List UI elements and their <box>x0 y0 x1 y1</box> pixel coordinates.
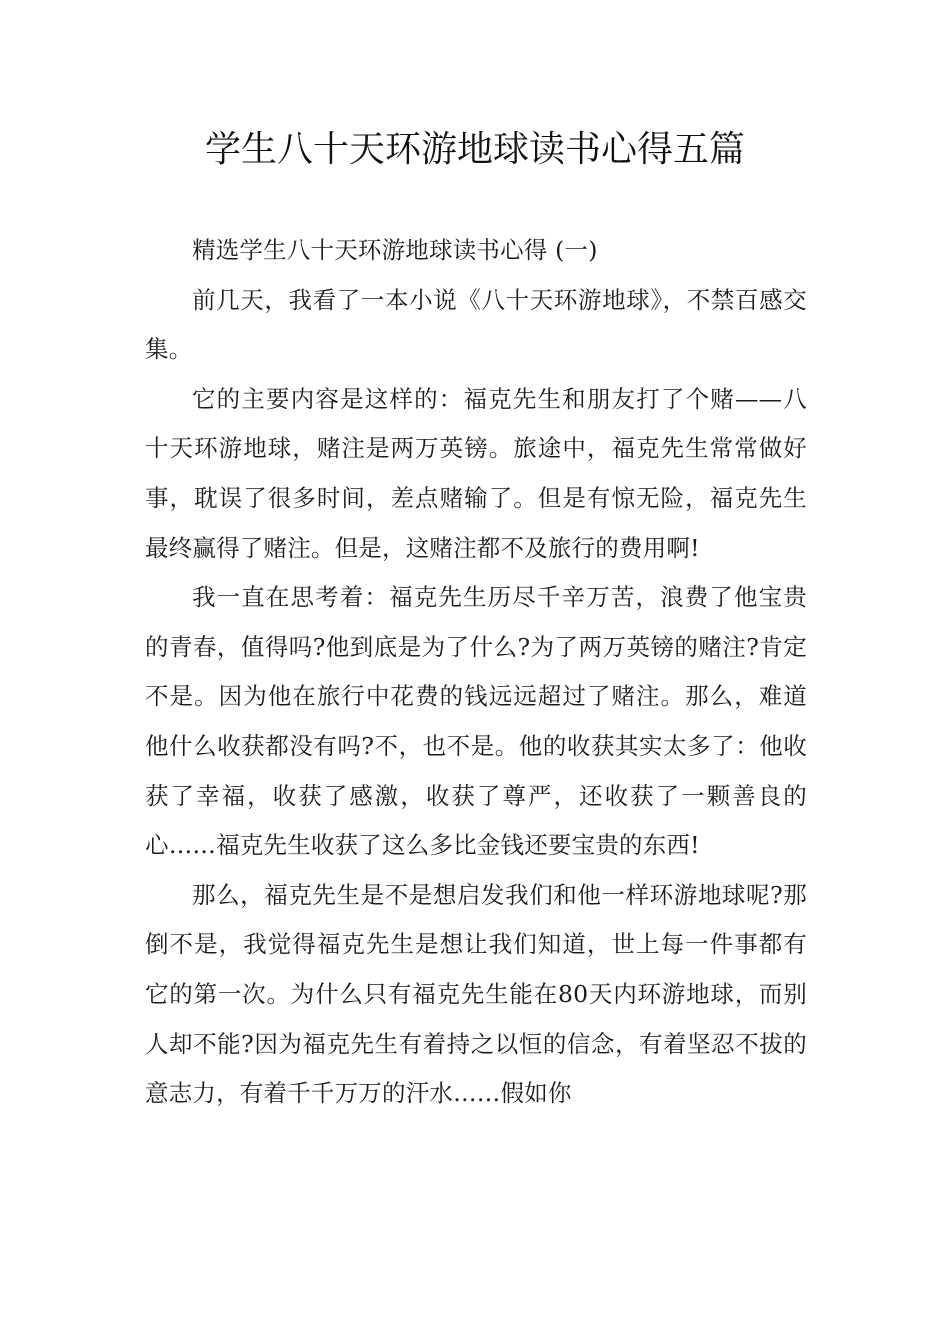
paragraph-2: 它的主要内容是这样的：福克先生和朋友打了个赌——八十天环游地球，赌注是两万英镑。旅途中，福克先生常常做好事，耽误了很多时间，差点赌输了。但是有惊无险，福克先生最终赢得了赌注。但是，这赌注都不及旅行的费用啊! <box>145 384 807 562</box>
paragraph-3: 我一直在思考着：福克先生历尽千辛万苦，浪费了他宝贵的青春，值得吗?他到底是为了什么?为了两万英镑的赌注?肯定不是。因为他在旅行中花费的钱远远超过了赌注。那么，难道他什么收获都没有吗?不，也不是。他的收获其实太多了：他收获了幸福，收获了感激，收获了尊严，还收获了一颗善良的心……福克先生收获了这么多比金钱还要宝贵的东西! <box>145 583 807 860</box>
paragraph-4: 那么，福克先生是不是想启发我们和他一样环游地球呢?那倒不是，我觉得福克先生是想让我们知道，世上每一件事都有它的第一次。为什么只有福克先生能在80天内环游地球，而别人却不能?因为福克先生有着持之以恒的信念，有着坚忍不拔的意志力，有着千千万万的汗水……假如你 <box>145 880 807 1108</box>
document-title: 学生八十天环游地球读书心得五篇 <box>204 129 745 170</box>
document-body <box>145 226 807 1119</box>
paragraph-1: 前几天，我看了一本小说《八十天环游地球》，不禁百感交集。 <box>145 285 807 364</box>
section-subtitle: 精选学生八十天环游地球读书心得 (一) <box>192 236 598 264</box>
